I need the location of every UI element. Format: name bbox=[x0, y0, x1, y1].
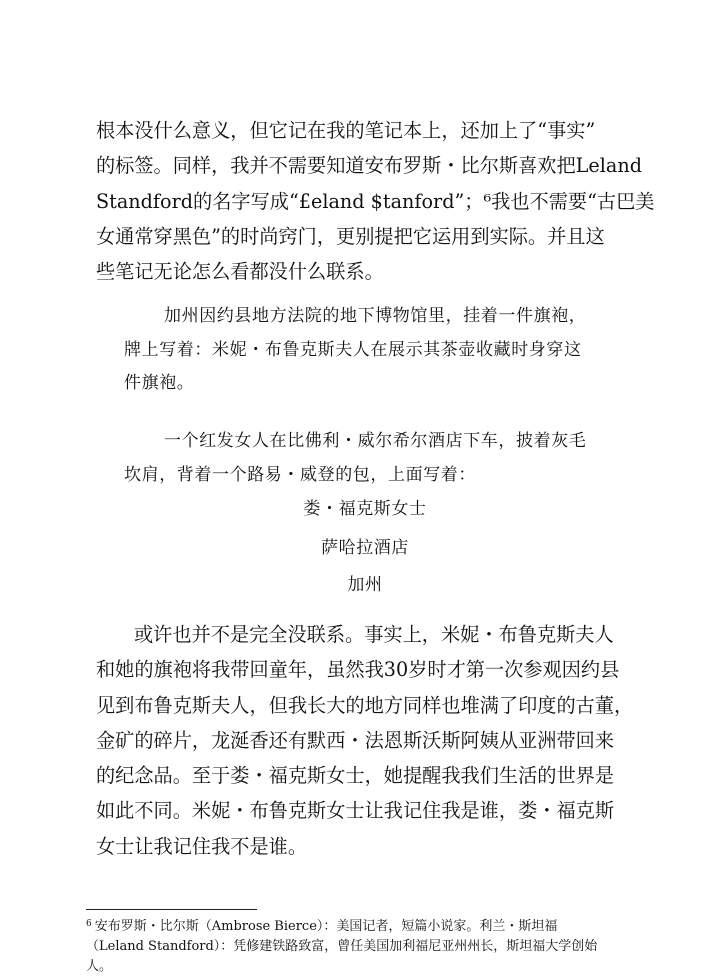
block-quote-1 bbox=[124, 300, 634, 401]
text-line: 或许也并不是完全没联系。事实上，米妮・布鲁克斯夫人 bbox=[134, 623, 614, 646]
body-paragraph-1 bbox=[96, 113, 655, 289]
text-line: 金矿的碎片，龙涎香还有默西・法恩斯沃斯阿姨从亚洲带回来 bbox=[96, 728, 615, 752]
text-line: 见到布鲁克斯夫人，但我长大的地方同样也堆满了印度的古董， bbox=[96, 693, 634, 717]
address-name: 娄・福克斯女士 bbox=[303, 499, 427, 519]
quote-line: 一个红发女人在比佛利・威尔希尔酒店下车，披着灰毛 bbox=[164, 431, 587, 451]
footnote-number: 6 bbox=[86, 919, 92, 929]
address-state: 加州 bbox=[347, 575, 383, 595]
footnote bbox=[86, 914, 646, 977]
footnote-line: 人。 bbox=[86, 959, 113, 974]
text-line: 些笔记无论怎么看都没什么联系。 bbox=[96, 260, 384, 284]
text-line: 如此不同。米妮・布鲁克斯女士让我记住我是谁，娄・福克斯 bbox=[96, 799, 615, 823]
address-hotel: 萨哈拉酒店 bbox=[321, 538, 409, 558]
quote-line: 件旗袍。 bbox=[124, 373, 195, 393]
quote-line: 坎肩，背着一个路易・威登的包，上面写着： bbox=[124, 464, 476, 485]
quote-line: 加州因约县地方法院的地下博物馆里，挂着一件旗袍， bbox=[164, 306, 587, 326]
footnote-line: （Leland Standford）：凭修建铁路致富，曾任美国加利福尼亚州州长，斯坦福大学创始 bbox=[86, 939, 598, 954]
block-quote-2 bbox=[124, 425, 634, 492]
body-paragraph-2 bbox=[96, 617, 634, 864]
text-line: 的纪念品。至于娄・福克斯女士，她提醒我我们生活的世界是 bbox=[96, 764, 615, 788]
text-line: 根本没什么意义，但它记在我的笔记本上，还加上了“事实” bbox=[96, 119, 596, 142]
text-line: 和她的旗袍将我带回童年，虽然我30岁时才第一次参观因约县 bbox=[96, 658, 620, 682]
text-line: 的标签。同样，我并不需要知道安布罗斯・比尔斯喜欢把Leland bbox=[96, 154, 642, 178]
text-line: 女士让我记住我不是谁。 bbox=[96, 834, 308, 858]
footnote-text: 安布罗斯・比尔斯（Ambrose Bierce）：美国记者，短篇小说家。利兰・斯坦福 bbox=[94, 919, 558, 934]
text-line: Standford的名字写成“£eland $tanford”；⁶我也不需要“古巴美 bbox=[96, 189, 655, 213]
quote-line: 牌上写着：米妮・布鲁克斯夫人在展示其茶壶收藏时身穿这 bbox=[124, 339, 582, 360]
footnote-divider bbox=[86, 909, 257, 910]
footnote-line bbox=[86, 914, 646, 937]
text-line: 女通常穿黑色”的时尚窍门，更别提把它运用到实际。并且这 bbox=[96, 224, 605, 248]
